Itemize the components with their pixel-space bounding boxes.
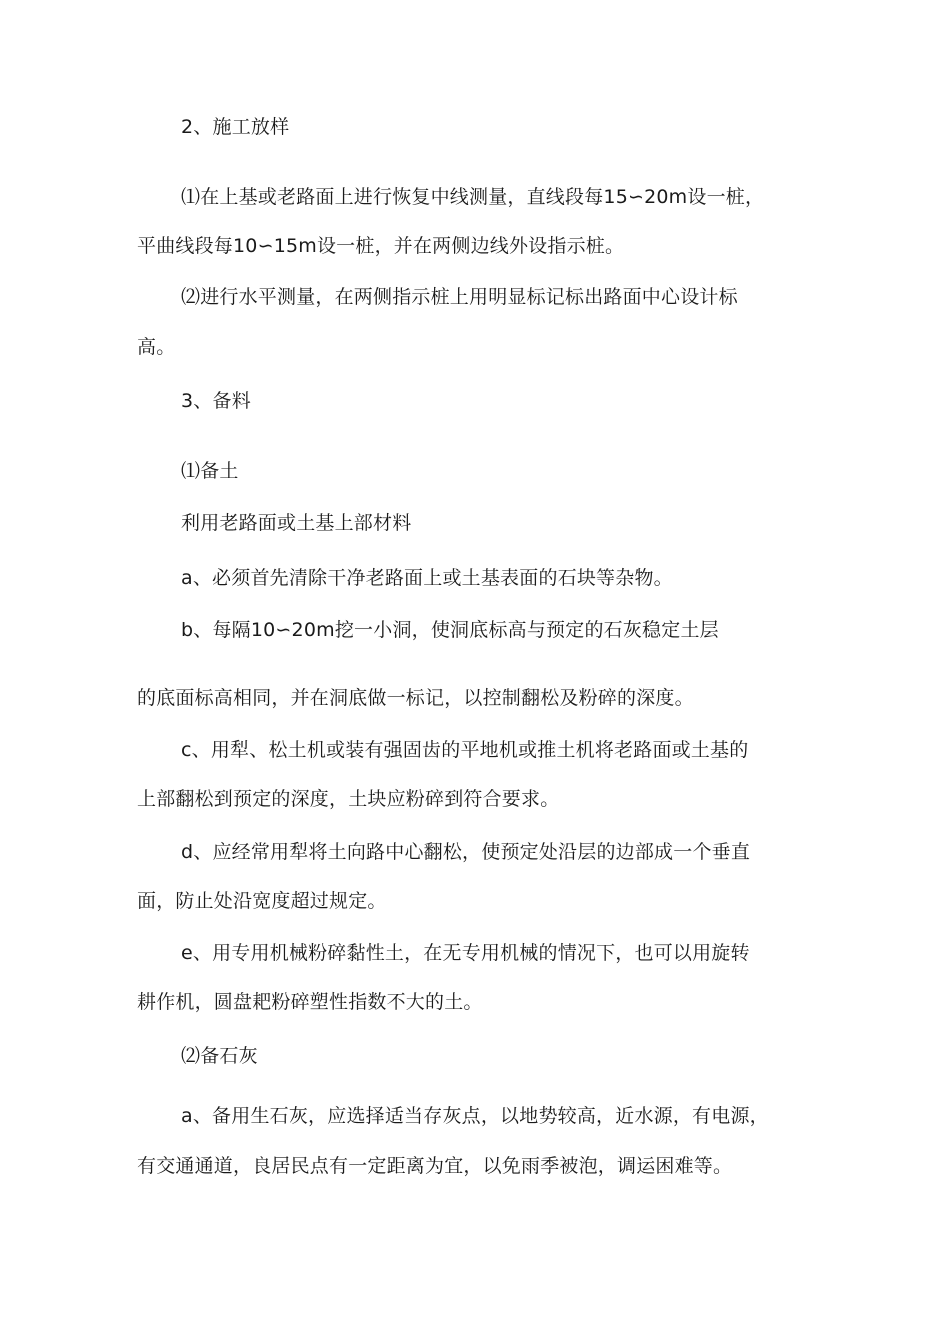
paragraph-line: 耕作机，圆盘耙粉碎塑性指数不大的土。 xyxy=(137,991,483,1013)
paragraph-line: d、应经常用犁将土向路中心翻松，使预定处沿层的边部成一个垂直 xyxy=(181,841,751,863)
paragraph-line: 的底面标高相同，并在洞底做一标记，以控制翻松及粉碎的深度。 xyxy=(137,687,694,709)
paragraph-line: c、用犁、松土机或装有强固齿的平地机或推土机将老路面或土基的 xyxy=(181,739,749,761)
paragraph-line: b、每隔10∽20m挖一小洞，使洞底标高与预定的石灰稳定土层 xyxy=(181,619,719,641)
paragraph-line: 利用老路面或土基上部材料 xyxy=(181,512,412,534)
paragraph-line: a、备用生石灰，应选择适当存灰点，以地势较高，近水源，有电源， xyxy=(181,1105,769,1127)
section-heading-materials: 3、备料 xyxy=(181,390,251,412)
paragraph-line: 有交通通道，良居民点有一定距离为宜，以免雨季被泡，调运困难等。 xyxy=(137,1155,733,1177)
paragraph-line: a、必须首先清除干净老路面上或土基表面的石块等杂物。 xyxy=(181,567,673,589)
paragraph-line: 平曲线段每10∽15m设一桩，并在两侧边线外设指示桩。 xyxy=(137,235,625,257)
subsection-heading-lime: ⑵备石灰 xyxy=(181,1045,258,1067)
paragraph-line: ⑴在上基或老路面上进行恢复中线测量，直线段每15∽20m设一桩， xyxy=(181,186,765,208)
subsection-heading-soil: ⑴备土 xyxy=(181,460,239,482)
paragraph-line: e、用专用机械粉碎黏性土，在无专用机械的情况下，也可以用旋转 xyxy=(181,942,750,964)
paragraph-line: 上部翻松到预定的深度，土块应粉碎到符合要求。 xyxy=(137,788,560,810)
section-heading-construction-layout: 2、施工放样 xyxy=(181,116,290,138)
paragraph-line: ⑵进行水平测量，在两侧指示桩上用明显标记标出路面中心设计标 xyxy=(181,286,738,308)
paragraph-line: 面，防止处沿宽度超过规定。 xyxy=(137,890,387,912)
paragraph-line: 高。 xyxy=(137,336,176,358)
